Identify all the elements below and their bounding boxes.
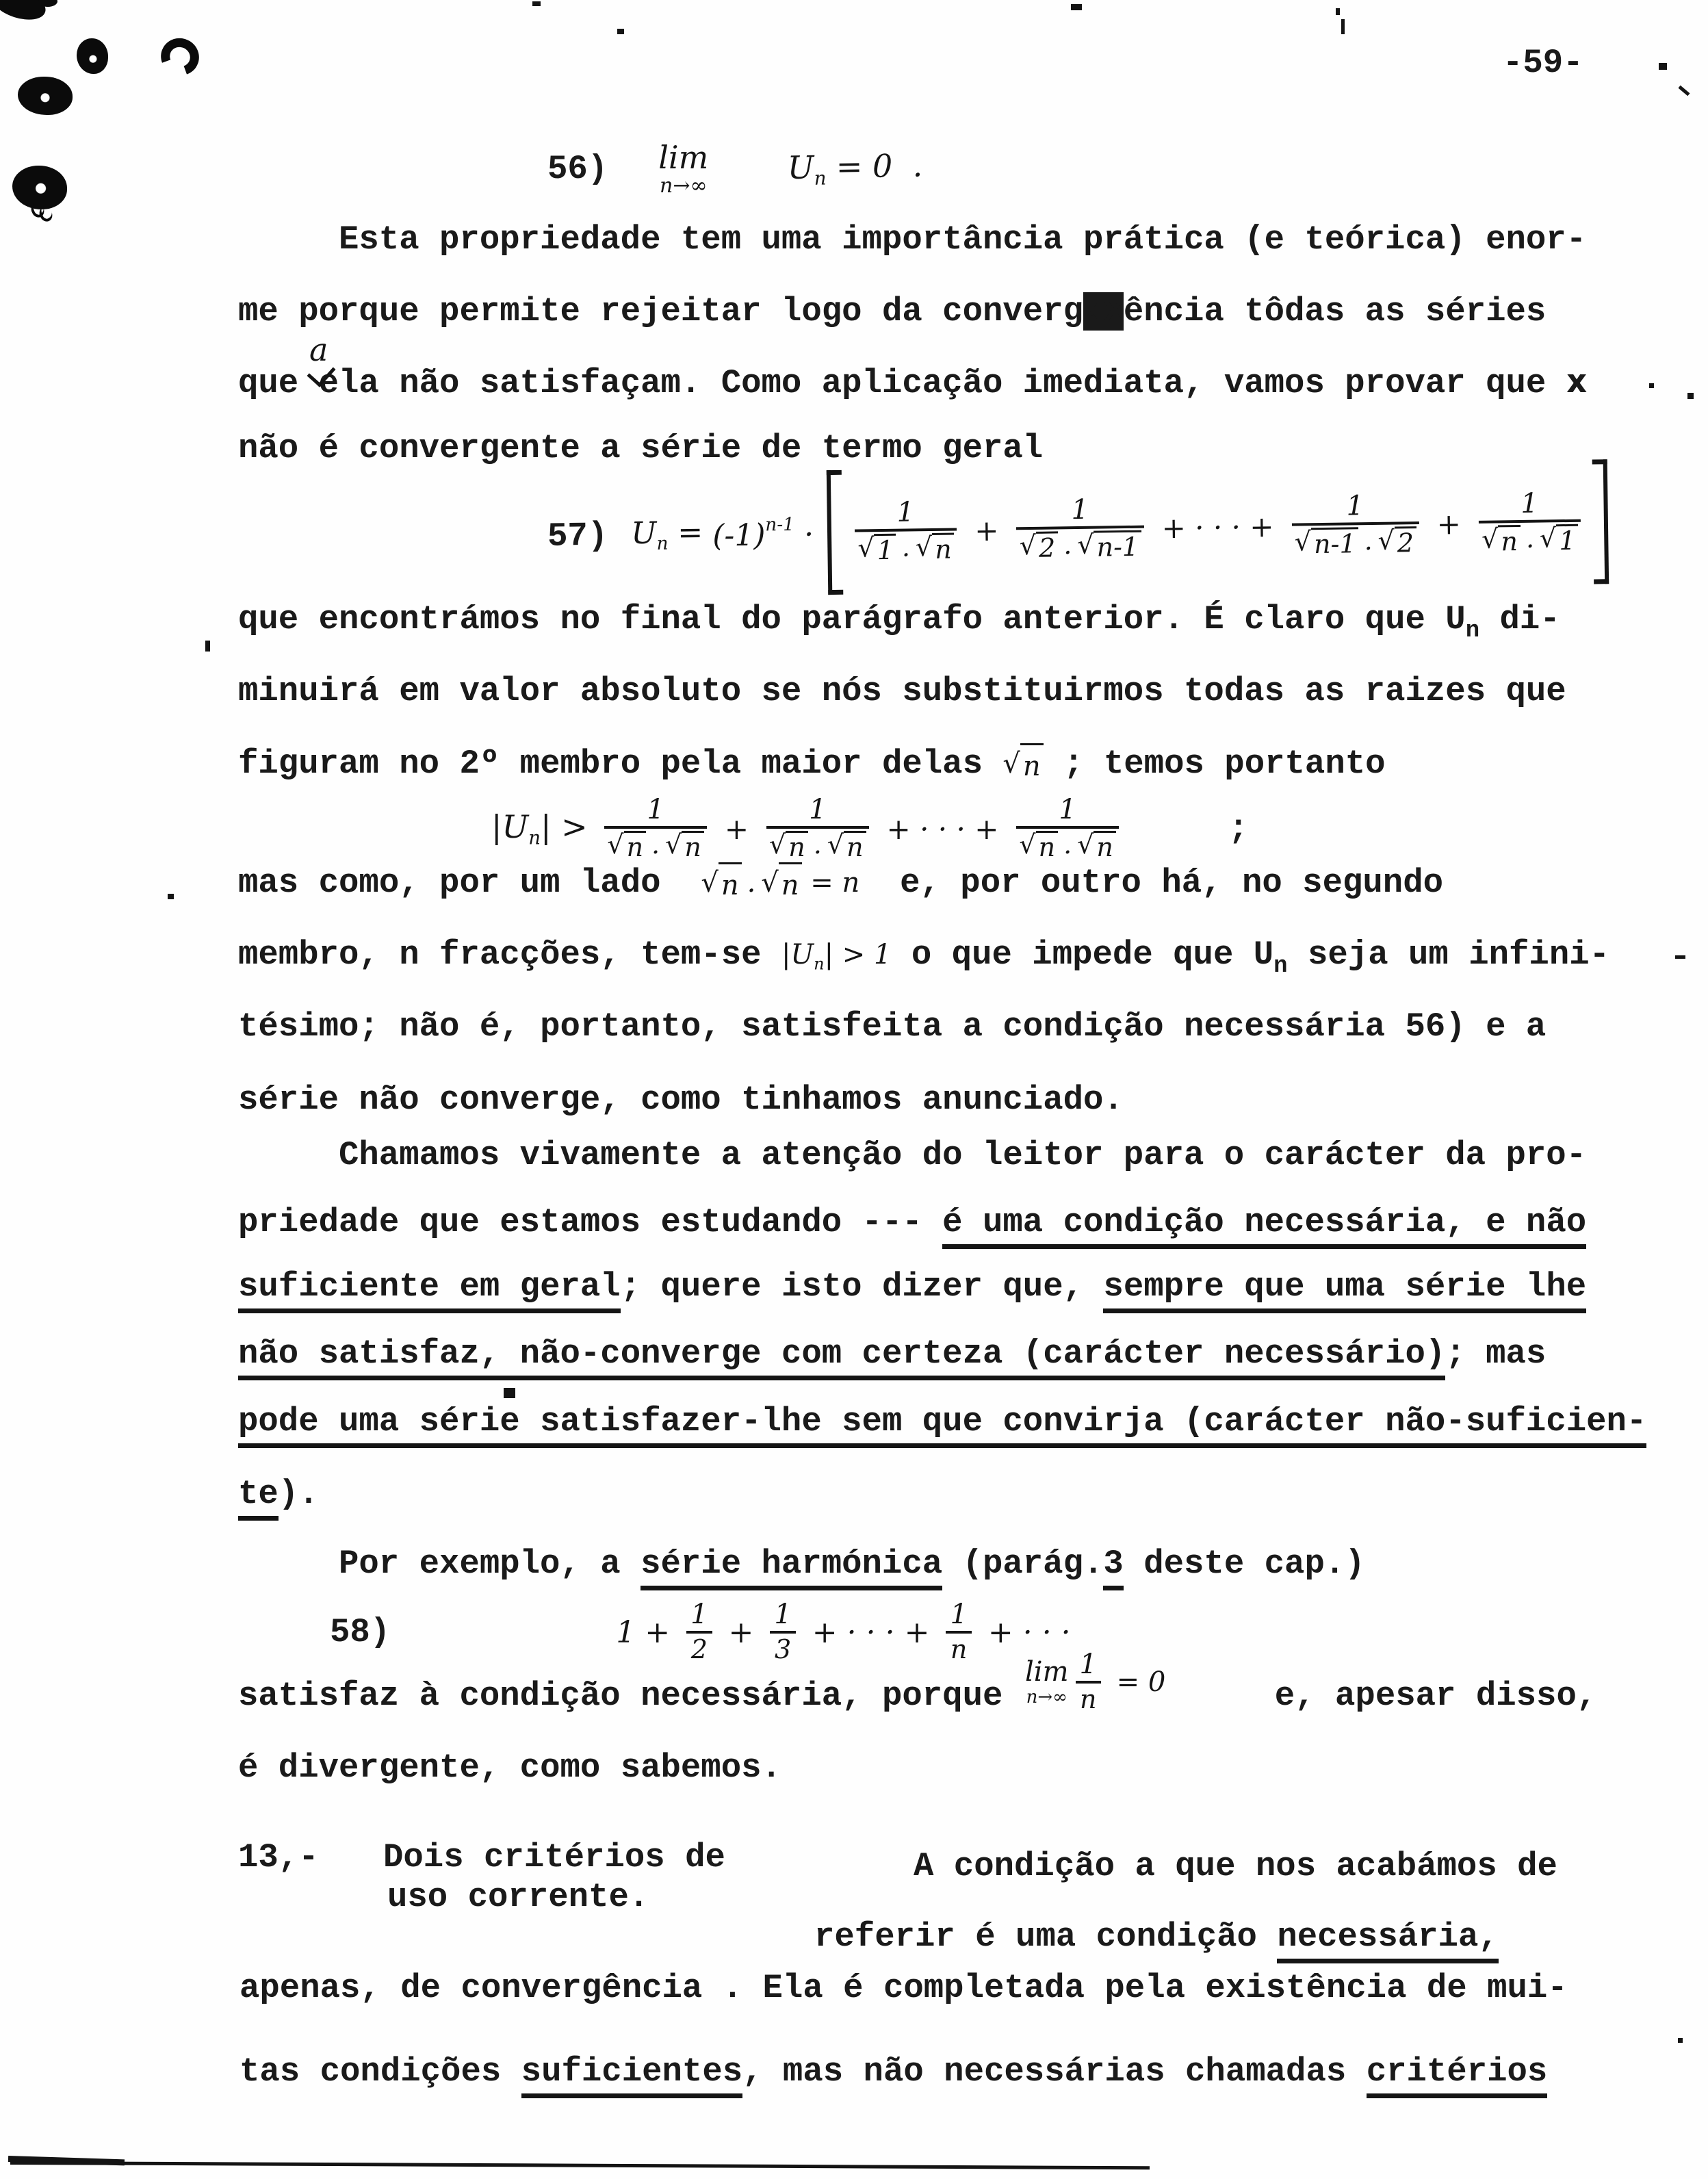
fraction-bar	[686, 1631, 712, 1634]
fraction-bar	[1076, 1681, 1101, 1684]
text-line	[238, 1401, 1646, 1442]
ink-blot	[77, 38, 108, 74]
fraction: $\frac{1}{3}$	[770, 1601, 795, 1664]
fraction-bar	[1291, 521, 1419, 526]
underlined-text: necessária,	[1277, 1918, 1498, 1963]
text-line: Por exemplo, a série harmónica (parág.3 deste cap.)	[339, 1543, 1365, 1584]
equation-57-label: 57)	[547, 516, 608, 556]
text-line: me porque permite rejeitar logo da convergxxência tôdas as séries	[238, 292, 1547, 331]
text-line: que encontrámos no final do parágrafo anterior. É claro que $U_n$ di-	[238, 600, 1560, 644]
underlined-text: 3	[1103, 1545, 1123, 1590]
text-line: não satisfaz, não-converge com certeza (carácter necessário); mas	[238, 1333, 1546, 1374]
ink-ring	[155, 32, 205, 82]
fraction-bar	[604, 826, 707, 829]
text-line: A condição a que nos acabámos de	[914, 1847, 1557, 1885]
fraction: 1 √ 1 . √ n	[854, 498, 957, 565]
section-heading: uso corrente.	[387, 1878, 649, 1916]
inline-limit-formula: lim n→∞ $\frac{1}{n}$ = 0	[1025, 1648, 1175, 1714]
handwritten-inequality: $|U_n| > 1$	[781, 939, 892, 974]
text-line: Chamamos vivamente a atenção do leitor para o carácter da pro-	[339, 1136, 1587, 1174]
text-line: te).	[238, 1473, 319, 1514]
speck	[1687, 393, 1694, 399]
struck-out-text: xx	[1083, 292, 1124, 331]
ink-blot	[18, 77, 73, 115]
equation-56	[547, 131, 922, 207]
left-bracket	[827, 470, 844, 595]
speck	[1336, 8, 1340, 15]
text-line: mas como, por um lado √ n . √ n = n e, por outro há, no segundo	[238, 862, 1443, 906]
fraction: $\frac{1}{n}$	[946, 1601, 971, 1664]
fraction-bar	[1016, 826, 1119, 829]
text-line: suficiente em geral; quere isto dizer que, sempre que uma série lhe	[238, 1266, 1586, 1307]
limit-operator	[658, 139, 709, 198]
speck	[1678, 2038, 1683, 2043]
speck	[1678, 86, 1690, 96]
fraction: 1 √ n . √ n	[1016, 796, 1119, 862]
fraction: $\frac{1}{n}$	[1076, 1651, 1101, 1714]
equation-57: 57) $U_n$ = $(-1)^{n-1}$ · 1 √ 1 . √ n + 1 √ 2 . √ n-1 + · · · + 1 √ n-1 . √ 2 + 1 √ n . √ 1	[547, 456, 1609, 602]
fraction: 1 √ n . √ n	[604, 796, 707, 862]
underlined-text: critérios	[1367, 2052, 1548, 2098]
fraction-bar	[1016, 525, 1143, 530]
text-line: referir é uma condição necessária,	[814, 1916, 1499, 1957]
text-line: membro, n fracções, tem-se $|U_n| > 1$ o que impede que $U_n$ seja um infini-	[238, 936, 1610, 979]
speck	[617, 29, 624, 34]
text-line: não é convergente a série de termo geral	[238, 429, 1044, 467]
text-line: é divergente, como sabemos.	[238, 1749, 781, 1787]
fraction-bar	[855, 528, 957, 532]
underlined-text: sempre que uma série lhe	[1103, 1267, 1586, 1313]
text-line: série não converge, como tinhamos anunciado.	[238, 1081, 1124, 1119]
text-line: Esta propriedade tem uma importância prática (e teórica) enor-	[339, 220, 1587, 259]
text-line: satisfaz à condição necessária, porque e, apesar disso,	[238, 1677, 1597, 1715]
section-number: 13,-	[238, 1838, 319, 1877]
text-line: figuram no 2º membro pela maior delas √ n ; temos portanto	[238, 743, 1386, 787]
underlined-text: te	[238, 1475, 279, 1521]
speck	[1341, 19, 1345, 34]
speck	[1659, 63, 1667, 70]
page-number: -59-	[1503, 44, 1583, 82]
fraction: $\frac{1}{2}$	[686, 1601, 712, 1664]
handwritten-sqrt-n: √ n	[1002, 748, 1043, 779]
limit-operator: lim n→∞	[1025, 1656, 1069, 1707]
fraction-bar	[946, 1631, 971, 1634]
speck	[532, 1, 541, 6]
right-bracket	[1592, 459, 1609, 584]
text-line: priedade que estamos estudando --- é uma condição necessária, e não	[238, 1202, 1586, 1243]
struck-out-letter: x	[1566, 364, 1587, 402]
fraction-bar	[1479, 519, 1581, 523]
fraction: 1 √ n-1 . √ 2	[1291, 491, 1420, 559]
speck	[205, 641, 210, 652]
handwritten-sqrt-product: √ n . √ n = n	[701, 867, 859, 899]
scan-edge-line	[10, 2161, 1150, 2169]
underlined-text: série harmónica	[640, 1545, 942, 1590]
fraction: 1 √ n . √ 1	[1478, 489, 1581, 556]
semicolon: ;	[1228, 810, 1249, 848]
equation-58-label: 58)	[330, 1613, 391, 1651]
speck	[1675, 955, 1685, 959]
text-line: tésimo; não é, portanto, satisfeita a condição necessária 56) e a	[238, 1007, 1547, 1046]
equation-57-lhs: $U_n$ =	[630, 515, 713, 554]
equation-56-label: 56)	[547, 150, 608, 188]
handwritten-insertion: a	[309, 331, 328, 368]
speck	[504, 1388, 515, 1398]
inequality-lhs: $|U_n|$ >	[491, 808, 598, 849]
speck	[1071, 4, 1082, 10]
speck	[168, 894, 174, 899]
equation-58: 58) 1 + $\frac{1}{2}$ + $\frac{1}{3}$ + · · · + $\frac{1}{n}$ + · · ·	[330, 1598, 1071, 1664]
text-line: que ela não satisfaçam. Como aplicação imediata, vamos provar que x	[238, 364, 1587, 402]
inequality-formula: $|U_n|$ > 1 √ n . √ n + 1 √ n . √ n + · · · + 1 √ n . √ n ;	[491, 793, 1249, 862]
fraction: 1 √ n . √ n	[766, 796, 869, 862]
text-line: minuirá em valor absoluto se nós substituirmos todas as raizes que	[238, 672, 1566, 710]
equation-56-expression: $U_n = 0$ .	[787, 146, 923, 190]
underlined-text: suficiente em geral	[238, 1267, 621, 1313]
text-line: tas condições suficientes, mas não necessárias chamadas critérios	[240, 2051, 1547, 2092]
lim-subscript: n→∞	[660, 174, 708, 198]
lim-word: lim	[658, 139, 709, 176]
underlined-text: é uma condição necessária, e não	[942, 1203, 1586, 1249]
section-heading: Dois critérios de	[383, 1838, 725, 1877]
underlined-text: suficientes	[521, 2052, 742, 2098]
fraction-bar	[766, 826, 869, 829]
fraction: 1 √ 2 . √ n-1	[1016, 495, 1145, 563]
speck	[1649, 383, 1654, 388]
fraction-bar	[770, 1631, 795, 1634]
underlined-text: não satisfaz, não-converge com certeza (carácter necessário)	[238, 1335, 1445, 1380]
text-line: apenas, de convergência . Ela é completada pela existência de mui-	[240, 1969, 1568, 2007]
underlined-text: pode uma série satisfazer-lhe sem que convirja (carácter não-suficien-	[238, 1402, 1646, 1448]
equation-57-coefficient: $(-1)^{n-1}$ ·	[712, 513, 824, 554]
